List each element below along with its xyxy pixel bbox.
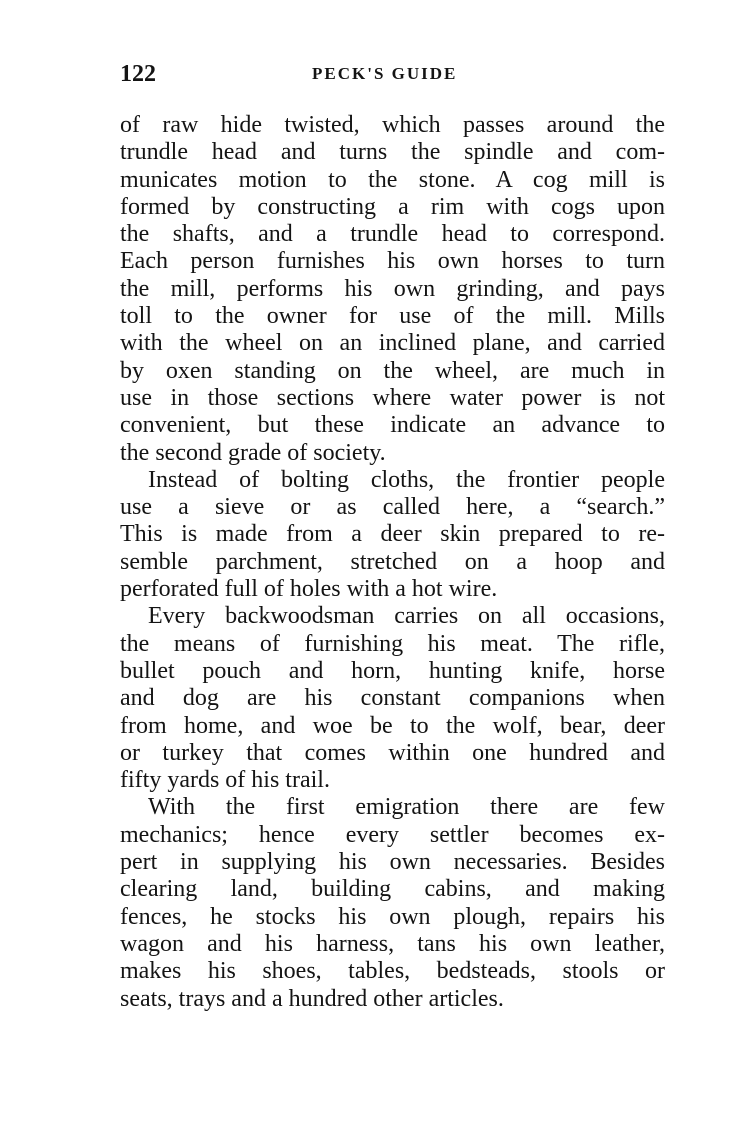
text-line: pert in supplying his own necessaries. Besides	[120, 849, 665, 876]
text-line: toll to the owner for use of the mill. Mills	[120, 303, 665, 330]
text-line: clearing land, building cabins, and making	[120, 876, 665, 903]
text-line: Every backwoodsman carries on all occasions,	[148, 603, 665, 630]
text-line: and dog are his constant companions when	[120, 685, 665, 712]
text-line: fences, he stocks his own plough, repairs his	[120, 903, 665, 930]
text-line: makes his shoes, tables, bedsteads, stools or	[120, 958, 665, 985]
text-line: or turkey that comes within one hundred and	[120, 739, 665, 766]
text-line: bullet pouch and horn, hunting knife, horse	[120, 657, 665, 684]
text-line: seats, trays and a hundred other articles.	[120, 985, 504, 1012]
page-number: 122	[120, 61, 156, 87]
running-head: PECK'S GUIDE	[312, 64, 458, 83]
text-line: trundle head and turns the spindle and com-	[120, 139, 665, 166]
text-line: the means of furnishing his meat. The rifle,	[120, 630, 665, 657]
text-line: This is made from a deer skin prepared to re-	[120, 521, 665, 548]
text-line: of raw hide twisted, which passes around the	[120, 112, 665, 138]
text-line: semble parchment, stretched on a hoop and	[120, 548, 665, 575]
text-line: the second grade of society.	[120, 439, 386, 466]
text-line: use a sieve or as called here, a “search.”	[120, 494, 665, 521]
paragraph	[120, 603, 665, 794]
text-line: convenient, but these indicate an advance to	[120, 412, 665, 439]
text-line: the mill, performs his own grinding, and pays	[120, 275, 665, 302]
paragraph	[120, 112, 665, 467]
text-line: Instead of bolting cloths, the frontier people	[148, 466, 665, 493]
paragraph	[120, 467, 665, 603]
text-line: with the wheel on an inclined plane, and carried	[120, 330, 665, 357]
text-line: fifty yards of his trail.	[120, 767, 330, 794]
text-line: With the first emigration there are few	[148, 794, 665, 821]
paragraph	[120, 794, 665, 1012]
text-line: municates motion to the stone. A cog mill is	[120, 166, 665, 193]
text-line: use in those sections where water power is not	[120, 384, 665, 411]
text-line: formed by constructing a rim with cogs upon	[120, 193, 665, 220]
text-line: Each person furnishes his own horses to turn	[120, 248, 665, 275]
text-line: by oxen standing on the wheel, are much in	[120, 357, 665, 384]
body-text	[120, 112, 665, 1013]
text-line: mechanics; hence every settler becomes ex-	[120, 821, 665, 848]
text-line: from home, and woe be to the wolf, bear, deer	[120, 712, 665, 739]
text-line: wagon and his harness, tans his own leather,	[120, 930, 665, 957]
text-line: the shafts, and a trundle head to correspond.	[120, 221, 665, 248]
text-line: perforated full of holes with a hot wire.	[120, 576, 498, 603]
